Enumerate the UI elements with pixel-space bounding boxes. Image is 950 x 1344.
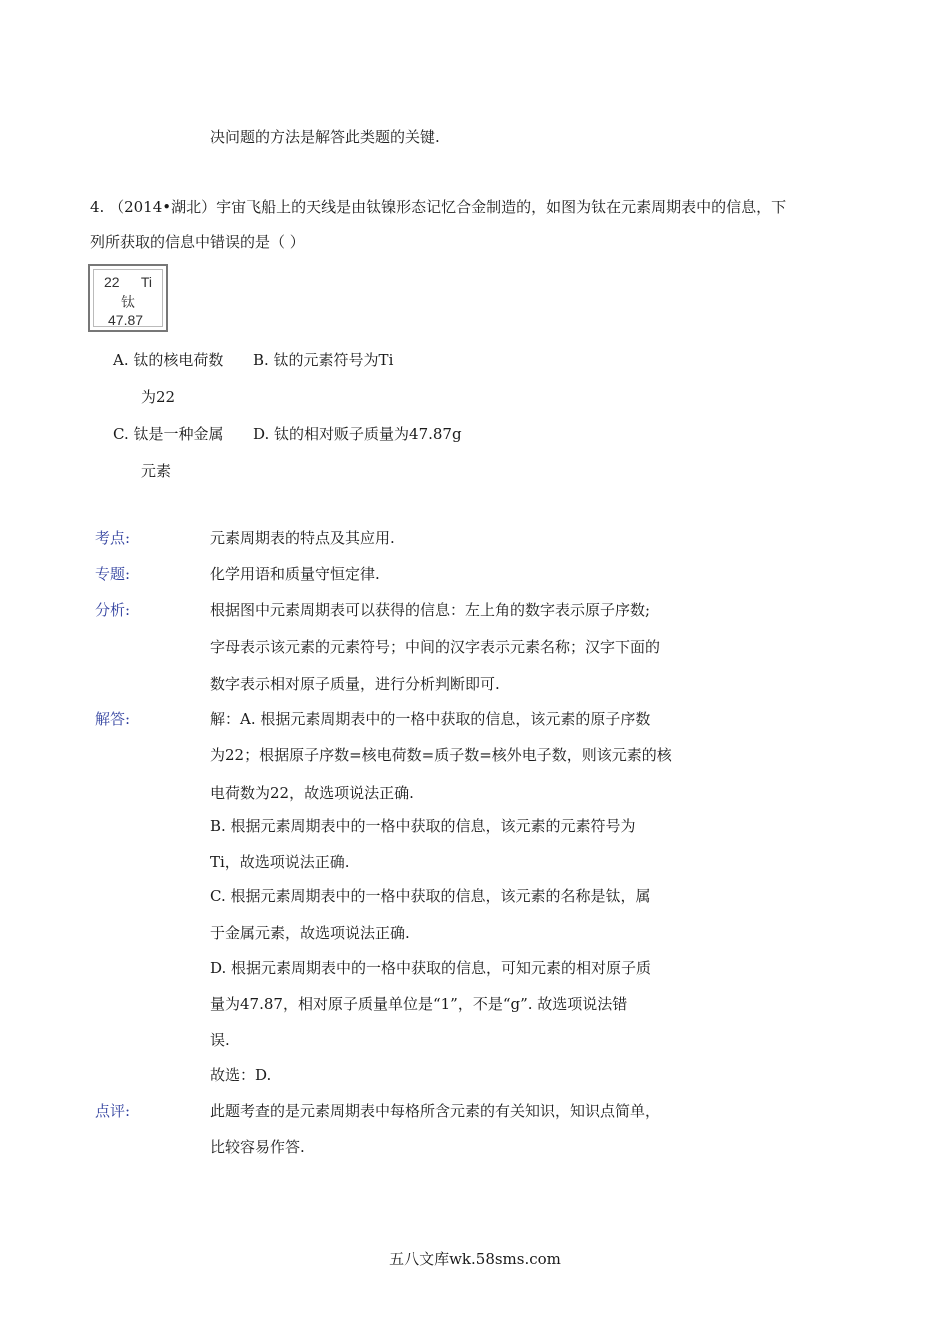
dianping-line: 此题考查的是元素周期表中每格所含元素的有关知识，知识点简单， [210, 1102, 661, 1120]
jieda-line: Ti，故选项说法正确. [210, 853, 350, 871]
page-footer-watermark: 五八文库wk.58sms.com [389, 1250, 561, 1268]
jieda-label: 解答: [95, 710, 131, 728]
option-c-continued: 元素 [141, 462, 172, 480]
fenxi-line: 根据图中元素周期表可以获得的信息：左上角的数字表示原子序数; [210, 601, 651, 619]
fenxi-line: 数字表示相对原子质量，进行分析判断即可. [210, 675, 500, 693]
kaodian-text: 元素周期表的特点及其应用. [210, 529, 395, 547]
option-a-continued: 为22 [141, 388, 176, 406]
question-stem-line-1: 4. （2014•湖北）宇宙飞船上的天线是由钛镍形态记忆合金制造的，如图为钛在元素周期表中的信息，下 [90, 198, 787, 216]
jieda-line: 量为47.87，相对原子质量单位是“1”，不是“g”. 故选项说法错 [210, 995, 628, 1013]
element-symbol: Ti [140, 274, 152, 290]
fenxi-label: 分析: [95, 601, 131, 619]
dianping-label: 点评: [95, 1102, 131, 1120]
atomic-number: 22 [104, 274, 120, 290]
option-b: B. 钛的元素符号为Ti [253, 351, 394, 369]
element-name: 钛 [121, 295, 135, 311]
previous-answer-tail: 决问题的方法是解答此类题的关键. [210, 128, 440, 146]
option-d: D. 钛的相对贩子质量为47.87g [253, 425, 462, 443]
jieda-line: 电荷数为22，故选项说法正确. [210, 784, 414, 802]
zhuanti-text: 化学用语和质量守恒定律. [210, 565, 380, 583]
kaodian-label: 考点: [95, 529, 131, 547]
periodic-table-cell-figure [88, 264, 168, 332]
fenxi-line: 字母表示该元素的元素符号；中间的汉字表示元素名称；汉字下面的 [210, 638, 661, 656]
jieda-line: 误. [210, 1031, 230, 1049]
option-a: A. 钛的核电荷数 [113, 351, 224, 369]
jieda-line: 于金属元素，故选项说法正确. [210, 924, 410, 942]
jieda-line: 为22；根据原子序数=核电荷数=质子数=核外电子数，则该元素的核 [210, 746, 672, 764]
option-c: C. 钛是一种金属 [113, 425, 224, 443]
jieda-line: C. 根据元素周期表中的一格中获取的信息，该元素的名称是钛，属 [210, 887, 651, 905]
zhuanti-label: 专题: [95, 565, 131, 583]
jieda-line: 故选：D. [210, 1066, 272, 1084]
jieda-line: B. 根据元素周期表中的一格中获取的信息，该元素的元素符号为 [210, 817, 636, 835]
atomic-mass: 47.87 [108, 312, 144, 328]
jieda-line: 解：A. 根据元素周期表中的一格中获取的信息，该元素的原子序数 [210, 710, 651, 728]
jieda-line: D. 根据元素周期表中的一格中获取的信息，可知元素的相对原子质 [210, 959, 652, 977]
dianping-line: 比较容易作答. [210, 1138, 305, 1156]
question-stem-line-2: 列所获取的信息中错误的是（ ） [90, 233, 305, 251]
